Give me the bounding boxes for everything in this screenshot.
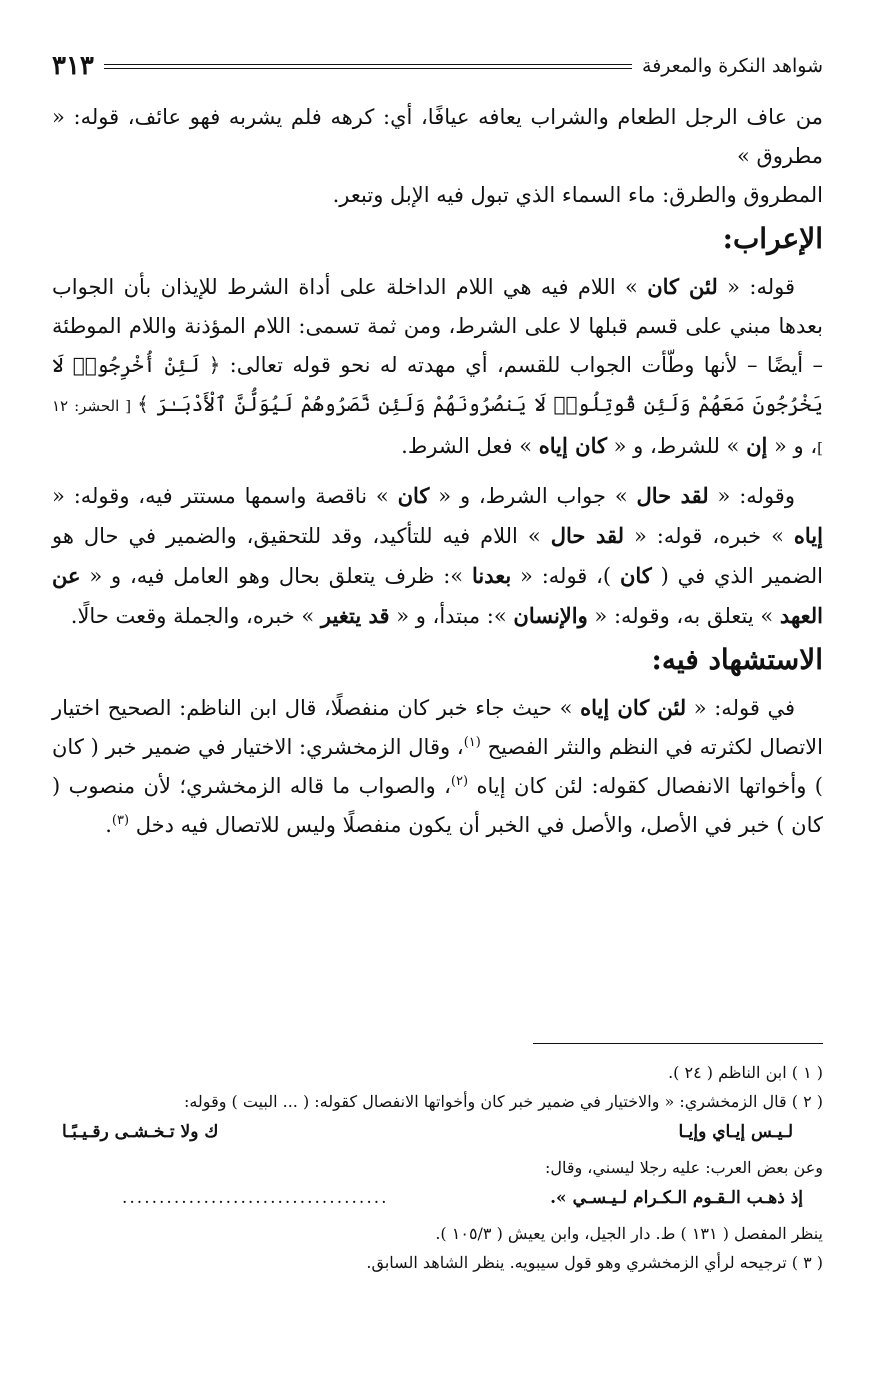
footnote-marker[interactable]: (٣) — [111, 813, 130, 828]
text-run: » حيث جاء خبر كان منفصلًا، قال ابن الناظم: الصحيح اختيار الاتصال لكثرته في النظم والنثر الفصيح — [52, 696, 823, 759]
intro-line-2: المطروق والطرق: ماء السماء الذي تبول فيه الإبل وتبعر. — [332, 183, 823, 207]
istishhad-paragraph — [52, 688, 823, 845]
verse-hemistich-right: لـيـس إيـاي وإيـا — [678, 1122, 793, 1142]
text-run: ، و « — [767, 434, 818, 458]
text-run: » جواب الشرط، و « — [429, 484, 637, 508]
text-run: » للشرط، و « — [606, 434, 747, 458]
istishhad-heading: الاستشهاد فيه: — [651, 643, 823, 676]
page-number: ٣١٣ — [52, 51, 94, 81]
bold-term: قد يتغير — [320, 603, 390, 628]
footnote-1: ( ١ ) ابن الناظم ( ٢٤ ). — [668, 1063, 823, 1082]
footnotes — [52, 1058, 823, 1277]
text-run: » ناقصة واسمها مستتر فيه، وقوله: « — [52, 484, 398, 508]
text-run: » فعل الشرط. — [401, 434, 539, 458]
text-run: » خبره، قوله: « — [624, 524, 794, 548]
text-run: » اللام فيه هي اللام الداخلة على أداة الشرط للإيذان بأن الجواب بعدها مبني على قسم قبلها لا على الشرط، ومن ثمة تسمى: اللام المؤذنة واللام الموطئة – أيضًا – لأنها وطّأت الجواب للقسم، أي مهدته له نحو قوله تعالى: — [52, 275, 823, 377]
footnote-2-continued: وعن بعض العرب: عليه رجلا ليسني، وقال: — [544, 1158, 823, 1177]
footnote-separator — [533, 1043, 823, 1044]
text-run: ، وقال الزمخشري: الاختيار في ضمير خبر ( كان ) وأخواتها الانفصال كقوله: لئن كان إياه — [52, 735, 823, 798]
bold-term: لئن كان إياه — [580, 695, 687, 720]
text-run: . — [105, 813, 112, 837]
footnote-3: ( ٣ ) ترجيحه لرأي الزمخشري وهو قول سيبويه. ينظر الشاهد السابق. — [366, 1253, 823, 1272]
running-head — [52, 48, 823, 84]
bold-term: لئن كان — [647, 274, 718, 299]
verse-hemistich-left: ك ولا تـخـشـى رقـيـبًـا — [62, 1122, 219, 1142]
intro-line-1: من عاف الرجل الطعام والشراب يعافه عيافًا، أي: كرهه فلم يشربه فهو عائف، قوله: « مطروق » — [52, 105, 823, 168]
bold-term: كان — [619, 563, 652, 588]
bold-term: لقد حال — [550, 523, 624, 548]
verse-omission-dots: .................................... — [122, 1188, 389, 1208]
text-run: وقوله: « — [708, 484, 795, 508]
text-run: » اللام فيه للتأكيد، وقد للتحقيق، والضمير في حال هو الضمير الذي في ( — [52, 524, 824, 588]
header-rule — [104, 64, 632, 69]
verse-reference: [ الحشر: ١٢ ] — [52, 397, 823, 457]
bold-term: عن العهد — [52, 563, 823, 628]
text-run: في قوله: « — [686, 696, 795, 720]
bold-term: بعدنا — [471, 563, 512, 588]
running-title: شواهد النكرة والمعرفة — [642, 55, 823, 77]
footnote-2-source: ينظر المفصل ( ١٣١ ) ط. دار الجيل، وابن يعيش ( ١٠٥/٣ ). — [435, 1224, 823, 1243]
text-run: قوله: « — [717, 275, 795, 299]
bold-term: لقد حال — [636, 483, 709, 508]
text-run: »: مبتدأ، و « — [389, 604, 514, 628]
irab-paragraph-1 — [52, 267, 823, 468]
text-run: » يتعلق به، وقوله: « — [587, 604, 780, 628]
text-run: )، قوله: « — [511, 564, 620, 588]
footnote-marker[interactable]: (١) — [463, 735, 481, 750]
irab-paragraph-2 — [52, 476, 823, 636]
quran-verse: ﴿ لَئِنْ أُخْرِجُوا۟ لَا يَخْرُجُونَ مَعَهُمْ وَلَئِن قُوتِلُوا۟ لَا يَنصُرُونَهُمْ وَلَئِن نَّصَرُوهُمْ لَيُوَلُّنَّ ٱلْأَدْبَـٰرَ ﴾ — [52, 353, 823, 416]
bold-term: كان إياه — [538, 433, 607, 458]
bold-term: والإنسان — [513, 603, 588, 628]
text-run: » خبره، والجملة وقعت حالًا. — [70, 604, 321, 628]
footnote-verse-1 — [52, 1118, 823, 1147]
bold-term: إياه — [793, 523, 823, 548]
verse-hemistich-right: إذ ذهـب الـقـوم الـكـرام لـيـسـي ». — [550, 1188, 803, 1208]
main-text — [52, 98, 823, 845]
footnote-verse-2 — [52, 1184, 823, 1213]
bold-term: كان — [397, 483, 430, 508]
irab-heading: الإعراب: — [722, 222, 823, 255]
footnote-marker[interactable]: (٢) — [450, 774, 469, 789]
text-run: »: ظرف يتعلق بحال وهو العامل فيه، و « — [80, 564, 472, 588]
text-run: ، والصواب ما قاله الزمخشري؛ لأن منصوب ( كان ) خبر في الأصل، والأصل في الخبر أن يكون منفصلًا وليس للاتصال فيه دخل — [52, 774, 823, 837]
bold-term: إن — [746, 433, 768, 458]
footnote-2: ( ٢ ) قال الزمخشري: « والاختيار في ضمير خبر كان وأخواتها الانفصال كقوله: ( ... البيت ) وقوله: — [183, 1092, 823, 1111]
